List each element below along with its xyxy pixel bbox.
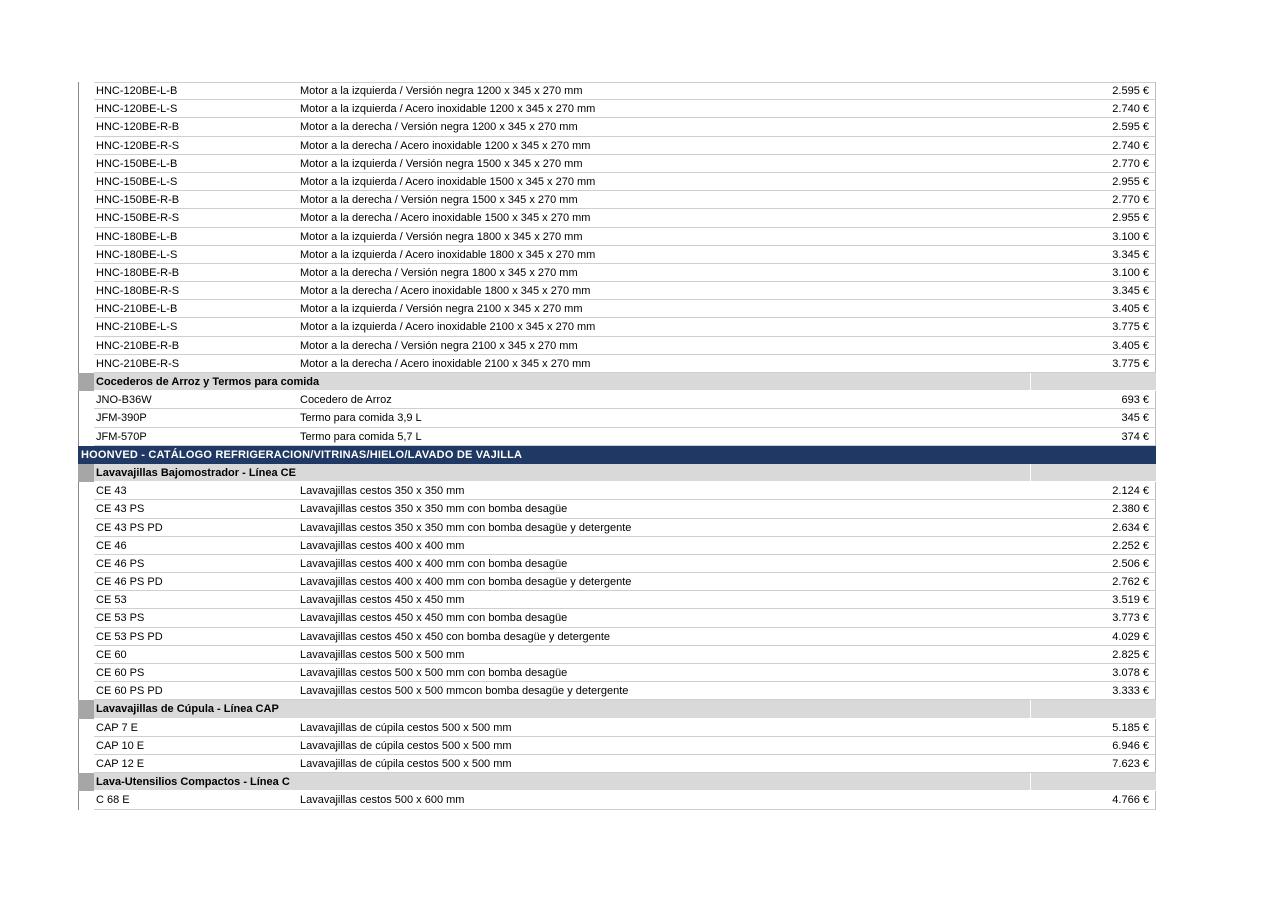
row-indent — [78, 264, 95, 282]
product-code: HNC-180BE-L-S — [96, 248, 178, 261]
product-price: 3.100 € — [1112, 230, 1149, 243]
product-price: 3.100 € — [1112, 266, 1149, 279]
product-description: Motor a la derecha / Versión negra 2100 x 345 x 270 mm — [300, 339, 578, 352]
price-list-table — [78, 82, 1156, 810]
product-description: Lavavajillas cestos 500 x 500 mmcon bomba desagüe y detergente — [300, 685, 629, 698]
row-cells — [94, 682, 1156, 700]
product-code: CE 60 PS — [96, 667, 145, 679]
product-code: HNC-120BE-L-B — [96, 85, 178, 97]
row-indent — [78, 318, 95, 336]
subsection-title: Cocederos de Arroz y Termos para comida — [96, 376, 320, 388]
product-description: Lavavajillas cestos 350 x 350 mm con bomba desagüe — [300, 503, 568, 516]
row-indent — [78, 282, 95, 300]
product-price: 2.740 € — [1112, 139, 1149, 152]
table-row — [78, 300, 1156, 318]
subsection-band — [94, 373, 1156, 391]
product-code: CE 43 PS — [96, 503, 145, 516]
product-description: Motor a la izquierda / Acero inoxidable 1800 x 345 x 270 mm — [300, 248, 596, 261]
product-description: Lavavajillas de cúpila cestos 500 x 500 mm — [300, 757, 512, 770]
row-indent — [78, 791, 95, 809]
subsection-marker — [78, 773, 94, 791]
product-code: HNC-150BE-L-S — [96, 175, 178, 188]
row-cells — [94, 664, 1156, 682]
product-code: HNC-210BE-R-B — [96, 339, 180, 352]
row-indent — [78, 537, 95, 555]
product-code: HNC-120BE-L-S — [96, 103, 178, 116]
row-indent — [78, 82, 95, 100]
row-indent — [78, 628, 95, 646]
row-cells — [94, 118, 1156, 136]
row-indent — [78, 300, 95, 318]
row-cells — [94, 537, 1156, 555]
product-code: HNC-210BE-L-S — [96, 321, 178, 334]
subsection-band — [94, 700, 1156, 718]
row-cells — [94, 337, 1156, 355]
product-code: CE 60 PS PD — [96, 685, 163, 698]
table-row — [78, 519, 1156, 537]
row-cells — [94, 719, 1156, 737]
product-code: HNC-120BE-R-S — [96, 139, 180, 152]
product-code: CE 46 PS — [96, 557, 145, 570]
row-indent — [78, 682, 95, 700]
product-description: Motor a la izquierda / Acero inoxidable 2100 x 345 x 270 mm — [300, 321, 596, 334]
row-indent — [78, 100, 95, 118]
row-cells — [94, 209, 1156, 227]
product-description: Motor a la izquierda / Versión negra 1200 x 345 x 270 mm — [300, 85, 583, 97]
product-description: Motor a la izquierda / Acero inoxidable 1500 x 345 x 270 mm — [300, 175, 596, 188]
row-indent — [78, 719, 95, 737]
row-cells — [94, 409, 1156, 427]
product-code: CE 53 — [96, 594, 127, 607]
subsection-header — [78, 464, 1156, 482]
table-row — [78, 355, 1156, 373]
catalog-category-header — [78, 446, 1156, 464]
product-price: 2.595 € — [1112, 85, 1149, 97]
product-description: Motor a la derecha / Acero inoxidable 1800 x 345 x 270 mm — [300, 285, 591, 298]
row-indent — [78, 137, 95, 155]
product-code: CE 46 — [96, 539, 127, 552]
subsection-header — [78, 700, 1156, 718]
row-indent — [78, 428, 95, 446]
row-indent — [78, 409, 95, 427]
table-row — [78, 318, 1156, 336]
product-description: Motor a la derecha / Versión negra 1800 x 345 x 270 mm — [300, 266, 578, 279]
table-row — [78, 264, 1156, 282]
product-code: C 68 E — [96, 794, 130, 807]
product-description: Lavavajillas de cúpila cestos 500 x 500 mm — [300, 721, 512, 734]
price-column-divider — [1030, 700, 1031, 717]
product-price: 2.770 € — [1112, 194, 1149, 207]
product-description: Termo para comida 5,7 L — [300, 430, 422, 443]
product-price: 3.333 € — [1112, 685, 1149, 698]
subsection-header — [78, 773, 1156, 791]
product-description: Motor a la derecha / Acero inoxidable 1200 x 345 x 270 mm — [300, 139, 591, 152]
product-code: HNC-150BE-R-S — [96, 212, 180, 225]
row-cells — [94, 191, 1156, 209]
product-code: HNC-180BE-R-B — [96, 266, 180, 279]
row-cells — [94, 628, 1156, 646]
subsection-marker — [78, 700, 94, 718]
row-indent — [78, 664, 95, 682]
table-row — [78, 409, 1156, 427]
product-description: Motor a la derecha / Versión negra 1500 x 345 x 270 mm — [300, 194, 578, 207]
table-row — [78, 428, 1156, 446]
product-price: 2.252 € — [1112, 539, 1149, 552]
product-price: 2.595 € — [1112, 121, 1149, 134]
product-code: CE 43 PS PD — [96, 521, 163, 534]
table-row — [78, 118, 1156, 136]
row-indent — [78, 118, 95, 136]
table-row — [78, 500, 1156, 518]
product-description: Lavavajillas cestos 500 x 600 mm — [300, 794, 465, 807]
row-cells — [94, 173, 1156, 191]
table-row — [78, 719, 1156, 737]
product-price: 4.766 € — [1112, 794, 1149, 807]
table-row — [78, 609, 1156, 627]
product-price: 2.825 € — [1112, 648, 1149, 661]
row-cells — [94, 155, 1156, 173]
row-cells — [94, 555, 1156, 573]
row-cells — [94, 264, 1156, 282]
product-code: HNC-180BE-R-S — [96, 285, 180, 298]
row-cells — [94, 755, 1156, 773]
product-code: CE 53 PS — [96, 612, 145, 625]
product-price: 4.029 € — [1112, 630, 1149, 643]
row-cells — [94, 282, 1156, 300]
product-code: HNC-180BE-L-B — [96, 230, 178, 243]
subsection-header — [78, 373, 1156, 391]
price-column-divider — [1030, 773, 1031, 790]
product-price: 374 € — [1121, 430, 1149, 443]
product-description: Motor a la izquierda / Acero inoxidable 1200 x 345 x 270 mm — [300, 103, 596, 116]
row-cells — [94, 100, 1156, 118]
subsection-band — [94, 773, 1156, 791]
table-row — [78, 555, 1156, 573]
product-price: 2.955 € — [1112, 212, 1149, 225]
row-cells — [94, 228, 1156, 246]
product-price: 3.773 € — [1112, 612, 1149, 625]
product-code: CAP 7 E — [96, 721, 138, 734]
product-code: CE 43 — [96, 485, 127, 498]
row-indent — [78, 391, 95, 409]
product-description: Lavavajillas cestos 350 x 350 mm con bomba desagüe y detergente — [300, 521, 632, 534]
product-code: CE 60 — [96, 648, 127, 661]
product-price: 7.623 € — [1112, 757, 1149, 770]
product-description: Lavavajillas cestos 450 x 450 con bomba desagüe y detergente — [300, 630, 611, 643]
row-indent — [78, 337, 95, 355]
row-indent — [78, 519, 95, 537]
price-column-divider — [1030, 464, 1031, 481]
table-row — [78, 646, 1156, 664]
row-cells — [94, 791, 1156, 809]
product-description: Lavavajillas cestos 500 x 500 mm — [300, 648, 465, 661]
row-cells — [94, 82, 1156, 100]
row-indent — [78, 609, 95, 627]
product-code: CE 53 PS PD — [96, 630, 163, 643]
row-cells — [94, 500, 1156, 518]
row-cells — [94, 391, 1156, 409]
table-row — [78, 482, 1156, 500]
row-cells — [94, 137, 1156, 155]
table-row — [78, 791, 1156, 809]
row-cells — [94, 573, 1156, 591]
row-indent — [78, 355, 95, 373]
table-row — [78, 537, 1156, 555]
product-price: 3.519 € — [1112, 594, 1149, 607]
product-code: CAP 10 E — [96, 739, 145, 752]
product-price: 2.124 € — [1112, 485, 1149, 498]
row-cells — [94, 646, 1156, 664]
product-price: 2.955 € — [1112, 175, 1149, 188]
row-cells — [94, 737, 1156, 755]
row-indent — [78, 482, 95, 500]
row-indent — [78, 755, 95, 773]
subsection-title: Lava-Utensilios Compactos - Línea C — [96, 776, 290, 789]
product-description: Motor a la izquierda / Versión negra 1800 x 345 x 270 mm — [300, 230, 583, 243]
product-price: 2.740 € — [1112, 103, 1149, 116]
table-row — [78, 246, 1156, 264]
row-cells — [94, 428, 1156, 446]
product-description: Motor a la derecha / Acero inoxidable 1500 x 345 x 270 mm — [300, 212, 591, 225]
table-row — [78, 100, 1156, 118]
product-code: HNC-210BE-L-B — [96, 303, 178, 316]
product-price: 3.775 € — [1112, 321, 1149, 334]
row-cells — [94, 318, 1156, 336]
row-indent — [78, 191, 95, 209]
table-row — [78, 137, 1156, 155]
row-cells — [94, 591, 1156, 609]
table-row — [78, 191, 1156, 209]
table-row — [78, 755, 1156, 773]
row-cells — [94, 300, 1156, 318]
product-code: HNC-150BE-L-B — [96, 157, 178, 170]
product-description: Motor a la derecha / Versión negra 1200 x 345 x 270 mm — [300, 121, 578, 134]
product-price: 2.634 € — [1112, 521, 1149, 534]
product-code: JNO-B36W — [96, 394, 152, 407]
table-row — [78, 591, 1156, 609]
product-price: 3.405 € — [1112, 339, 1149, 352]
product-price: 3.345 € — [1112, 248, 1149, 261]
product-description: Lavavajillas cestos 450 x 450 mm con bomba desagüe — [300, 612, 568, 625]
product-description: Lavavajillas cestos 500 x 500 mm con bomba desagüe — [300, 667, 568, 679]
subsection-marker — [78, 373, 94, 391]
product-price: 2.380 € — [1112, 503, 1149, 516]
product-price: 345 € — [1121, 412, 1149, 425]
table-row — [78, 282, 1156, 300]
subsection-band — [94, 464, 1156, 482]
product-description: Lavavajillas cestos 400 x 400 mm — [300, 539, 465, 552]
row-indent — [78, 173, 95, 191]
product-code: CAP 12 E — [96, 757, 145, 770]
row-cells — [94, 482, 1156, 500]
row-cells — [94, 355, 1156, 373]
product-price: 6.946 € — [1112, 739, 1149, 752]
product-price: 693 € — [1121, 394, 1149, 407]
product-description: Motor a la izquierda / Versión negra 1500 x 345 x 270 mm — [300, 157, 583, 170]
table-row — [78, 228, 1156, 246]
product-description: Lavavajillas cestos 350 x 350 mm — [300, 485, 465, 498]
subsection-title: Lavavajillas Bajomostrador - Línea CE — [96, 466, 296, 479]
row-indent — [78, 737, 95, 755]
product-description: Motor a la derecha / Acero inoxidable 2100 x 345 x 270 mm — [300, 357, 591, 370]
table-row — [78, 391, 1156, 409]
subsection-title: Lavavajillas de Cúpula - Línea CAP — [96, 703, 279, 716]
subsection-marker — [78, 464, 94, 482]
product-description: Motor a la izquierda / Versión negra 2100 x 345 x 270 mm — [300, 303, 583, 316]
product-price: 3.345 € — [1112, 285, 1149, 298]
product-description: Lavavajillas de cúpila cestos 500 x 500 mm — [300, 739, 512, 752]
row-cells — [94, 609, 1156, 627]
table-row — [78, 664, 1156, 682]
table-row — [78, 628, 1156, 646]
product-description: Lavavajillas cestos 400 x 400 mm con bomba desagüe y detergente — [300, 576, 632, 589]
table-row — [78, 573, 1156, 591]
product-code: CE 46 PS PD — [96, 576, 163, 589]
row-indent — [78, 500, 95, 518]
row-indent — [78, 646, 95, 664]
product-price: 3.405 € — [1112, 303, 1149, 316]
product-description: Lavavajillas cestos 400 x 400 mm con bomba desagüe — [300, 557, 568, 570]
product-description: Cocedero de Arroz — [300, 394, 392, 407]
product-code: HNC-150BE-R-B — [96, 194, 180, 207]
product-code: HNC-210BE-R-S — [96, 357, 180, 370]
product-description: Termo para comida 3,9 L — [300, 412, 422, 425]
row-indent — [78, 573, 95, 591]
row-indent — [78, 155, 95, 173]
row-indent — [78, 555, 95, 573]
row-cells — [94, 246, 1156, 264]
table-row — [78, 337, 1156, 355]
row-indent — [78, 591, 95, 609]
row-indent — [78, 209, 95, 227]
table-row — [78, 173, 1156, 191]
product-price: 5.185 € — [1112, 721, 1149, 734]
table-row — [78, 82, 1156, 100]
category-title: HOONVED - CATÁLOGO REFRIGERACION/VITRINAS/HIELO/LAVADO DE VAJILLA — [81, 448, 523, 461]
product-code: JFM-570P — [96, 430, 147, 443]
product-price: 3.775 € — [1112, 357, 1149, 370]
row-indent — [78, 228, 95, 246]
price-column-divider — [1030, 373, 1031, 390]
product-price: 2.506 € — [1112, 557, 1149, 570]
row-indent — [78, 246, 95, 264]
product-price: 2.770 € — [1112, 157, 1149, 170]
row-cells — [94, 519, 1156, 537]
table-row — [78, 737, 1156, 755]
table-row — [78, 682, 1156, 700]
product-description: Lavavajillas cestos 450 x 450 mm — [300, 594, 465, 607]
product-price: 3.078 € — [1112, 667, 1149, 679]
table-row — [78, 209, 1156, 227]
product-code: HNC-120BE-R-B — [96, 121, 180, 134]
table-row — [78, 155, 1156, 173]
product-code: JFM-390P — [96, 412, 147, 425]
product-price: 2.762 € — [1112, 576, 1149, 589]
